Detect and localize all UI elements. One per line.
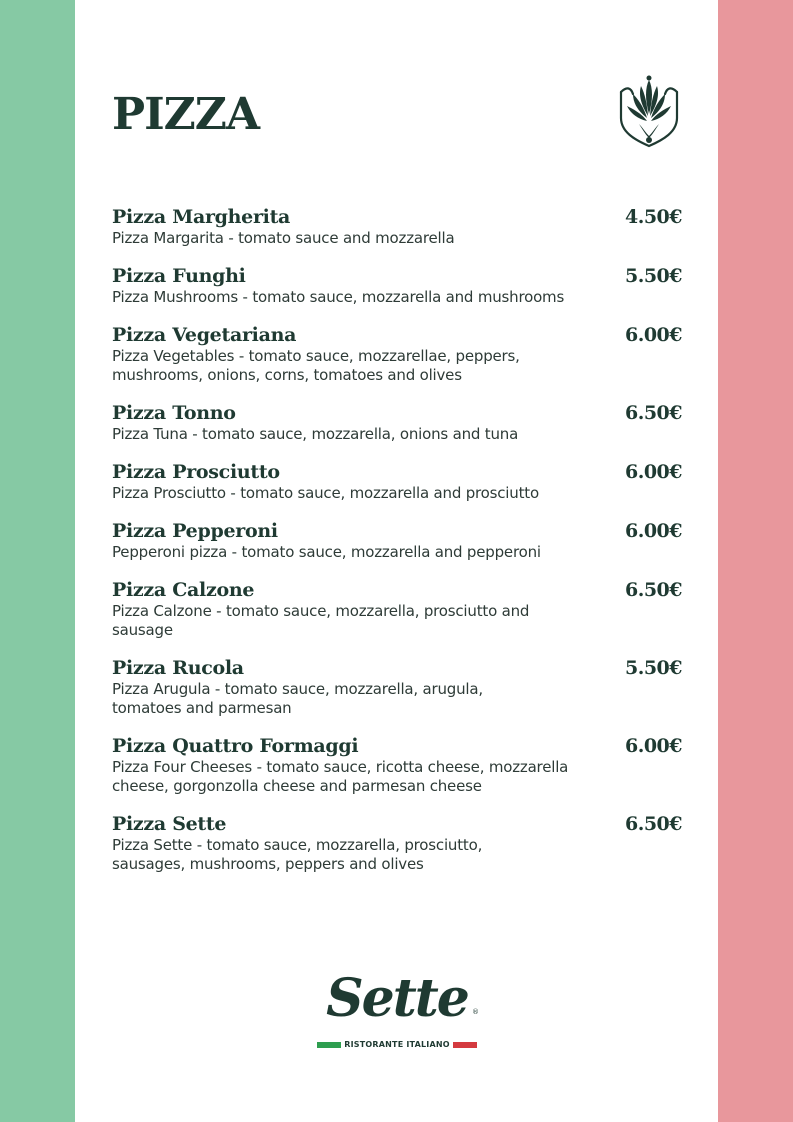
right-red-stripe — [718, 0, 793, 1122]
menu-item-price: 6.00€ — [625, 735, 682, 757]
menu-item-description: Pizza Tuna - tomato sauce, mozzarella, onions and tuna — [112, 425, 519, 443]
menu-item-price: 6.50€ — [625, 402, 682, 424]
left-green-stripe — [0, 0, 75, 1122]
menu-item-description: Pizza Four Cheeses - tomato sauce, ricotta cheese, mozzarella cheese, gorgonzolla cheese and parmesan cheese — [112, 758, 569, 795]
menu-item-description: Pizza Margarita - tomato sauce and mozzarella — [112, 229, 455, 247]
registered-mark: ® — [472, 1008, 479, 1016]
menu-item-description: Pizza Prosciutto - tomato sauce, mozzarella and prosciutto — [112, 484, 539, 502]
menu-item — [112, 734, 682, 796]
menu-item-price: 5.50€ — [625, 265, 682, 287]
page-title: PIZZA — [112, 89, 260, 140]
menu-item — [112, 460, 682, 503]
menu-item — [112, 205, 682, 248]
menu-item-price: 6.50€ — [625, 813, 682, 835]
menu-item-description: Pepperoni pizza - tomato sauce, mozzarella and pepperoni — [112, 543, 541, 561]
menu-item-price: 4.50€ — [625, 206, 682, 228]
menu-item — [112, 401, 682, 444]
restaurant-logo — [312, 966, 482, 1050]
menu-item — [112, 578, 682, 640]
logo-wordmark: Sette — [326, 968, 468, 1029]
menu-item-name: Pizza Vegetariana — [112, 324, 297, 346]
menu-item-description: Pizza Arugula - tomato sauce, mozzarella, arugula, tomatoes and parmesan — [112, 680, 483, 717]
menu-item-name: Pizza Margherita — [112, 206, 291, 228]
menu-item-name: Pizza Tonno — [112, 402, 236, 424]
menu-item — [112, 323, 682, 385]
menu-item-price: 6.00€ — [625, 324, 682, 346]
ornamental-fan-shield-icon — [617, 74, 681, 152]
menu-item-description: Pizza Mushrooms - tomato sauce, mozzarella and mushrooms — [112, 288, 565, 306]
menu-item-price: 6.50€ — [625, 579, 682, 601]
flag-red-bar — [453, 1042, 477, 1048]
menu-item-name: Pizza Funghi — [112, 265, 246, 287]
menu-item-price: 6.00€ — [625, 520, 682, 542]
menu-item-description: Pizza Sette - tomato sauce, mozzarella, prosciutto, sausages, mushrooms, peppers and olives — [112, 836, 483, 873]
menu-item-price: 5.50€ — [625, 657, 682, 679]
menu-item-name: Pizza Sette — [112, 813, 227, 835]
menu-item-name: Pizza Calzone — [112, 579, 255, 601]
menu-item — [112, 264, 682, 307]
menu-item — [112, 656, 682, 718]
menu-item — [112, 812, 682, 874]
menu-item — [112, 519, 682, 562]
pizza-menu-list — [112, 205, 682, 874]
flag-green-bar — [317, 1042, 341, 1048]
menu-item-price: 6.00€ — [625, 461, 682, 483]
menu-item-name: Pizza Quattro Formaggi — [112, 735, 359, 757]
logo-tagline: RISTORANTE ITALIANO — [344, 1040, 450, 1049]
menu-item-name: Pizza Prosciutto — [112, 461, 280, 483]
menu-item-name: Pizza Rucola — [112, 657, 244, 679]
menu-item-description: Pizza Vegetables - tomato sauce, mozzarellae, peppers, mushrooms, onions, corns, tomatoes and olives — [112, 347, 520, 384]
menu-item-description: Pizza Calzone - tomato sauce, mozzarella, prosciutto and sausage — [112, 602, 530, 639]
menu-item-name: Pizza Pepperoni — [112, 520, 278, 542]
